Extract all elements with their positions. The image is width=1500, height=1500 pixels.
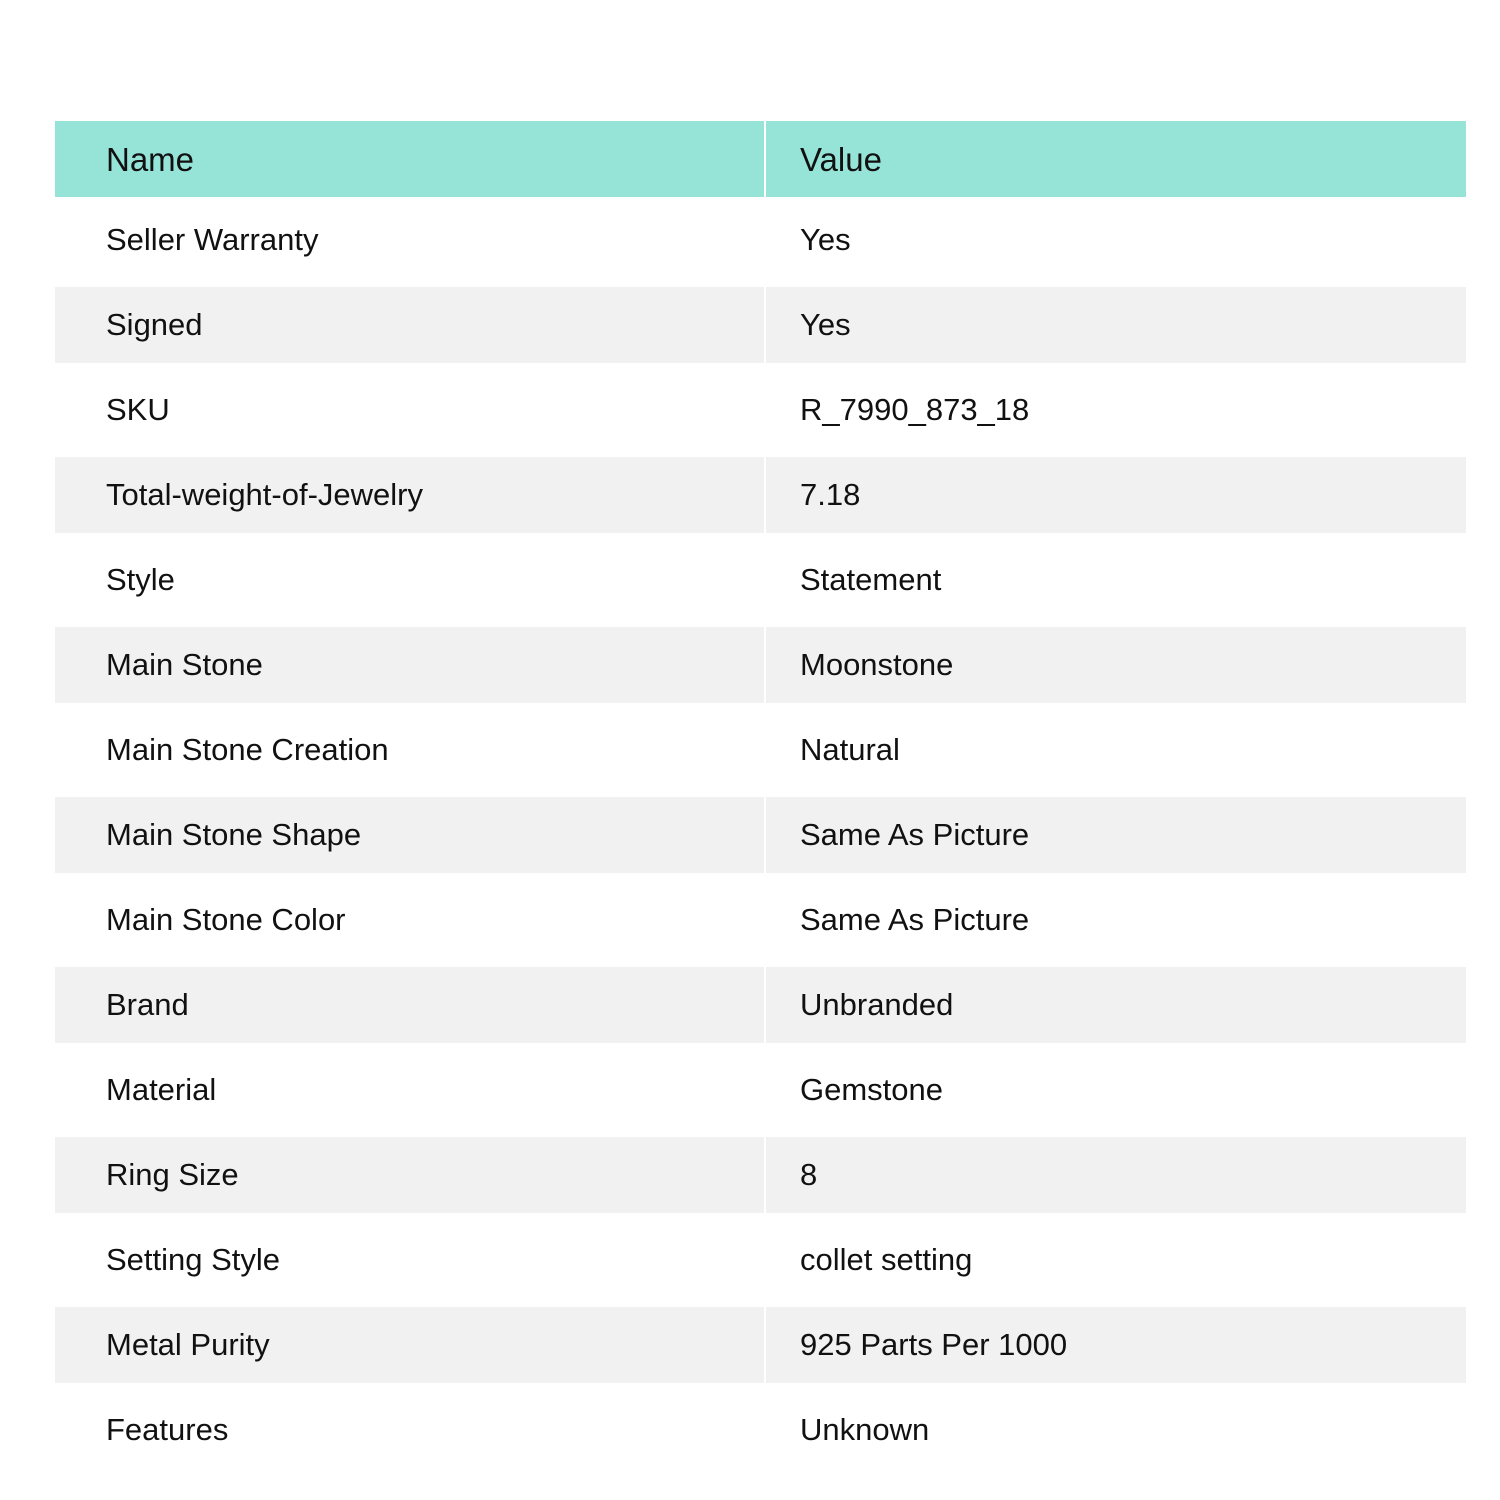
table-row bbox=[55, 537, 1466, 622]
row-name-cell: Setting Style bbox=[106, 1242, 281, 1277]
row-name-cell: Main Stone bbox=[55, 627, 766, 703]
row-value-cell: Gemstone bbox=[800, 1072, 944, 1107]
row-name-cell: Features bbox=[106, 1412, 229, 1447]
row-name-cell: Brand bbox=[55, 967, 766, 1043]
table-row bbox=[55, 287, 1466, 363]
column-header-name: Name bbox=[55, 121, 766, 197]
row-name-cell: Main Stone Color bbox=[106, 902, 346, 937]
row-value-cell: collet setting bbox=[800, 1242, 973, 1277]
row-value-cell: Moonstone bbox=[766, 627, 1466, 703]
row-name-cell: Ring Size bbox=[55, 1137, 766, 1213]
table-row bbox=[55, 1047, 1466, 1132]
row-value-cell: Natural bbox=[800, 732, 900, 767]
row-value-cell: 7.18 bbox=[766, 457, 1466, 533]
row-value-cell: Yes bbox=[800, 222, 851, 257]
table-row bbox=[55, 1307, 1466, 1383]
table-row bbox=[55, 797, 1466, 873]
table-row bbox=[55, 1217, 1466, 1302]
table-header-row bbox=[55, 121, 1466, 197]
row-name-cell: SKU bbox=[106, 392, 170, 427]
row-value-cell: Unbranded bbox=[766, 967, 1466, 1043]
table-row bbox=[55, 367, 1466, 452]
table-row bbox=[55, 1137, 1466, 1213]
row-value-cell: Unknown bbox=[800, 1412, 930, 1447]
table-row bbox=[55, 877, 1466, 962]
row-name-cell: Material bbox=[106, 1072, 217, 1107]
table-row bbox=[55, 707, 1466, 792]
row-value-cell: 925 Parts Per 1000 bbox=[766, 1307, 1466, 1383]
column-header-value: Value bbox=[766, 121, 1466, 197]
row-name-cell: Style bbox=[106, 562, 175, 597]
row-name-cell: Signed bbox=[55, 287, 766, 363]
row-value-cell: Yes bbox=[766, 287, 1466, 363]
row-value-cell: Same As Picture bbox=[766, 797, 1466, 873]
row-value-cell: Statement bbox=[800, 562, 942, 597]
row-name-cell: Metal Purity bbox=[55, 1307, 766, 1383]
specifications-table bbox=[55, 121, 1466, 1472]
table-row bbox=[55, 967, 1466, 1043]
table-row bbox=[55, 1387, 1466, 1472]
row-name-cell: Main Stone Creation bbox=[106, 732, 389, 767]
row-value-cell: 8 bbox=[766, 1137, 1466, 1213]
row-name-cell: Seller Warranty bbox=[106, 222, 319, 257]
table-row bbox=[55, 197, 1466, 282]
row-value-cell: R_7990_873_18 bbox=[800, 392, 1030, 427]
table-body bbox=[55, 197, 1466, 1472]
table-row bbox=[55, 627, 1466, 703]
table-row bbox=[55, 457, 1466, 533]
row-name-cell: Total-weight-of-Jewelry bbox=[55, 457, 766, 533]
row-name-cell: Main Stone Shape bbox=[55, 797, 766, 873]
row-value-cell: Same As Picture bbox=[800, 902, 1030, 937]
